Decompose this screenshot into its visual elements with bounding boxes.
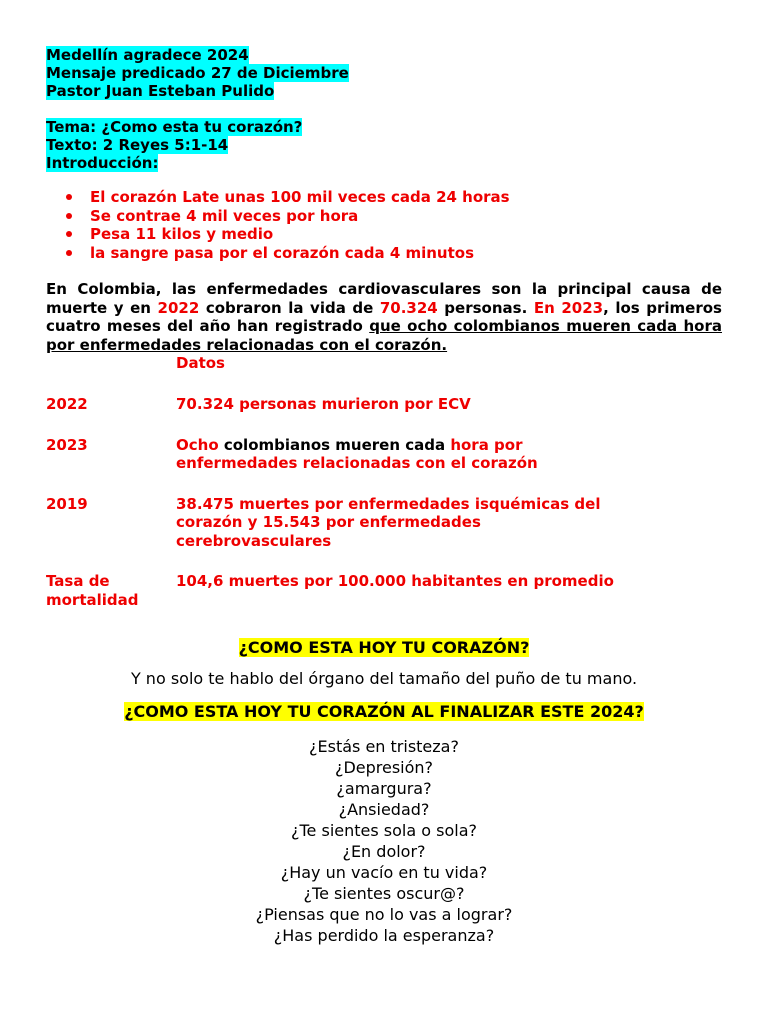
table-row: 2019 38.475 muertes por enfermedades isquémicas del corazón y 15.543 por enfermedades cerebrovasculares [46, 494, 601, 550]
header-line-title: Medellín agradece 2024 [46, 46, 249, 64]
list-item: ¿Has perdido la esperanza? [273, 926, 495, 945]
list-item: ¿Depresión? [334, 758, 434, 777]
header-tema: Tema: ¿Como esta tu corazón? [46, 118, 303, 136]
subline: Y no solo te hablo del órgano del tamaño del puño de tu mano. [130, 669, 638, 688]
bullet-icon [66, 231, 72, 237]
questions-list [46, 736, 722, 946]
heading-corazon-2024: ¿COMO ESTA HOY TU CORAZÓN AL FINALIZAR ESTE 2024? [124, 702, 644, 721]
list-item: la sangre pasa por el corazón cada 4 minutos [46, 244, 722, 263]
table-row: Tasa de mortalidad 104,6 muertes por 100.000 habitantes en promedio [46, 572, 614, 609]
bullet-icon [66, 194, 72, 200]
table-row: 2022 70.324 personas murieron por ECV [46, 395, 471, 413]
datos-heading: Datos [176, 354, 225, 372]
colombia-paragraph: En Colombia, las enfermedades cardiovasculares son la principal causa de muerte y en 2022 cobraron la vida de 70.324 personas. En 2023, los primeros cuatro meses del año han registrado que ocho colombianos mueren cada hora por enfermedades relacionadas con el corazón. [46, 280, 722, 354]
list-item: El corazón Late unas 100 mil veces cada 24 horas [46, 188, 722, 207]
list-item: ¿Estás en tristeza? [309, 737, 459, 756]
bullet-icon [66, 213, 72, 219]
header-line-date: Mensaje predicado 27 de Diciembre [46, 64, 349, 82]
heading-corazon: ¿COMO ESTA HOY TU CORAZÓN? [238, 638, 530, 657]
list-item: ¿Te sientes sola o sola? [291, 821, 477, 840]
list-item: ¿Hay un vacío en tu vida? [280, 863, 488, 882]
document-page [46, 46, 722, 946]
header-line-pastor: Pastor Juan Esteban Pulido [46, 82, 275, 100]
bullet-icon [66, 250, 72, 256]
header-intro: Introducción: [46, 154, 159, 172]
list-item: ¿amargura? [336, 779, 432, 798]
facts-list [46, 188, 722, 262]
table-row: 2023 Ocho colombianos mueren cada hora por enfermedades relacionadas con el corazón [46, 435, 538, 472]
header-block [46, 46, 722, 172]
list-item: ¿En dolor? [342, 842, 426, 861]
header-texto: Texto: 2 Reyes 5:1-14 [46, 136, 229, 154]
list-item: ¿Te sientes oscur@? [303, 884, 465, 903]
list-item: ¿Piensas que no lo vas a lograr? [255, 905, 513, 924]
list-item: Se contrae 4 mil veces por hora [46, 207, 722, 226]
list-item: ¿Ansiedad? [338, 800, 430, 819]
list-item: Pesa 11 kilos y medio [46, 225, 722, 244]
